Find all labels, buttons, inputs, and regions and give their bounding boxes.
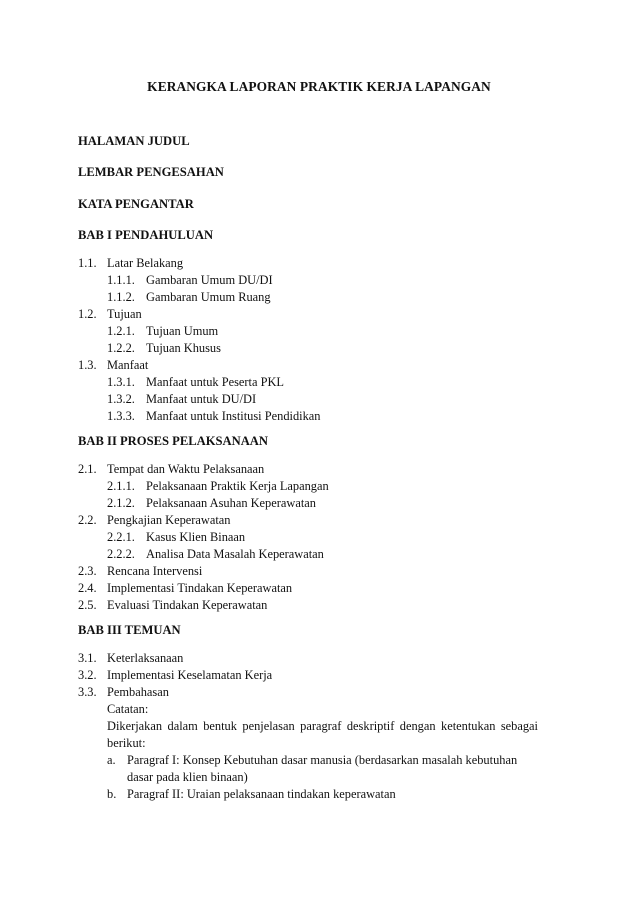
section-number: 1.3. xyxy=(78,358,97,372)
list-item xyxy=(78,306,142,322)
section-number: 1.3.2. xyxy=(107,392,135,406)
section-number: 1.3.1. xyxy=(107,375,135,389)
section-label: Rencana Intervensi xyxy=(107,564,203,578)
note-text-line: berikut: xyxy=(107,736,146,750)
section-label: Pembahasan xyxy=(107,685,169,699)
section-number: 3.2. xyxy=(78,668,97,682)
section-number: 2.1. xyxy=(78,462,97,476)
section-number: 1.2. xyxy=(78,307,97,321)
section-label: Pelaksanaan Asuhan Keperawatan xyxy=(146,496,316,510)
list-item xyxy=(107,289,271,305)
list-item xyxy=(78,684,169,700)
list-item xyxy=(107,340,221,356)
section-label: Manfaat xyxy=(107,358,149,372)
list-item xyxy=(78,255,183,271)
section-number: 3.3. xyxy=(78,685,97,699)
section-number: 2.1.1. xyxy=(107,479,135,493)
list-item xyxy=(78,563,202,579)
heading-bab-1: BAB I PENDAHULUAN xyxy=(78,228,214,242)
list-item xyxy=(78,580,292,596)
section-number: 1.1.1. xyxy=(107,273,135,287)
section-label: Tujuan Umum xyxy=(146,324,219,338)
heading-bab-3: BAB III TEMUAN xyxy=(78,623,181,637)
list-marker: b. xyxy=(107,787,117,801)
list-item xyxy=(107,529,245,545)
section-label: Manfaat untuk Institusi Pendidikan xyxy=(146,409,321,423)
heading-kata-pengantar: KATA PENGANTAR xyxy=(78,197,194,211)
section-label: Gambaran Umum Ruang xyxy=(146,290,271,304)
section-number: 2.1.2. xyxy=(107,496,135,510)
list-item xyxy=(107,323,218,339)
list-item xyxy=(107,546,324,562)
section-label: Tujuan Khusus xyxy=(146,341,221,355)
section-label: Keterlaksanaan xyxy=(107,651,184,665)
note-list-item-a xyxy=(107,752,517,768)
list-marker: a. xyxy=(107,753,116,767)
section-label: Gambaran Umum DU/DI xyxy=(146,273,273,287)
section-label: Pengkajian Keperawatan xyxy=(107,513,231,527)
section-number: 1.2.2. xyxy=(107,341,135,355)
section-label: Analisa Data Masalah Keperawatan xyxy=(146,547,324,561)
section-label: Pelaksanaan Praktik Kerja Lapangan xyxy=(146,479,329,493)
list-item xyxy=(107,374,284,390)
section-label: Implementasi Keselamatan Kerja xyxy=(107,668,273,682)
section-label: Manfaat untuk Peserta PKL xyxy=(146,375,284,389)
list-item xyxy=(107,495,316,511)
section-label: Implementasi Tindakan Keperawatan xyxy=(107,581,293,595)
list-item xyxy=(107,272,273,288)
list-item xyxy=(78,650,183,666)
list-item xyxy=(78,357,148,373)
section-number: 1.2.1. xyxy=(107,324,135,338)
section-number: 2.2.2. xyxy=(107,547,135,561)
section-label: Latar Belakang xyxy=(107,256,184,270)
list-item-text: Paragraf II: Uraian pelaksanaan tindakan keperawatan xyxy=(127,787,396,801)
section-label: Tujuan xyxy=(107,307,142,321)
section-label: Tempat dan Waktu Pelaksanaan xyxy=(107,462,265,476)
heading-lembar-pengesahan: LEMBAR PENGESAHAN xyxy=(78,165,224,179)
section-number: 2.3. xyxy=(78,564,97,578)
list-item xyxy=(78,667,272,683)
note-text-line: Dikerjakan dalam bentuk penjelasan paragraf deskriptif dengan ketentukan sebagai xyxy=(107,719,538,733)
list-item xyxy=(107,408,320,424)
section-label: Evaluasi Tindakan Keperawatan xyxy=(107,598,268,612)
section-number: 1.3.3. xyxy=(107,409,135,423)
document-title: KERANGKA LAPORAN PRAKTIK KERJA LAPANGAN xyxy=(147,79,491,94)
section-label: Manfaat untuk DU/DI xyxy=(146,392,257,406)
note-list-item-b xyxy=(107,786,396,802)
list-item-continuation: dasar pada klien binaan) xyxy=(127,770,248,784)
section-number: 2.4. xyxy=(78,581,97,595)
section-number: 1.1. xyxy=(78,256,97,270)
list-item-text: Paragraf I: Konsep Kebutuhan dasar manusia (berdasarkan masalah kebutuhan xyxy=(127,753,518,767)
list-item xyxy=(107,478,329,494)
section-number: 3.1. xyxy=(78,651,97,665)
note-label: Catatan: xyxy=(107,702,149,716)
heading-halaman-judul: HALAMAN JUDUL xyxy=(78,134,190,148)
section-number: 1.1.2. xyxy=(107,290,135,304)
section-number: 2.5. xyxy=(78,598,97,612)
list-item xyxy=(78,597,267,613)
list-item xyxy=(107,391,256,407)
section-label: Kasus Klien Binaan xyxy=(146,530,246,544)
heading-bab-2: BAB II PROSES PELAKSANAAN xyxy=(78,434,268,448)
list-item xyxy=(78,461,264,477)
list-item xyxy=(78,512,231,528)
section-number: 2.2.1. xyxy=(107,530,135,544)
section-number: 2.2. xyxy=(78,513,97,527)
